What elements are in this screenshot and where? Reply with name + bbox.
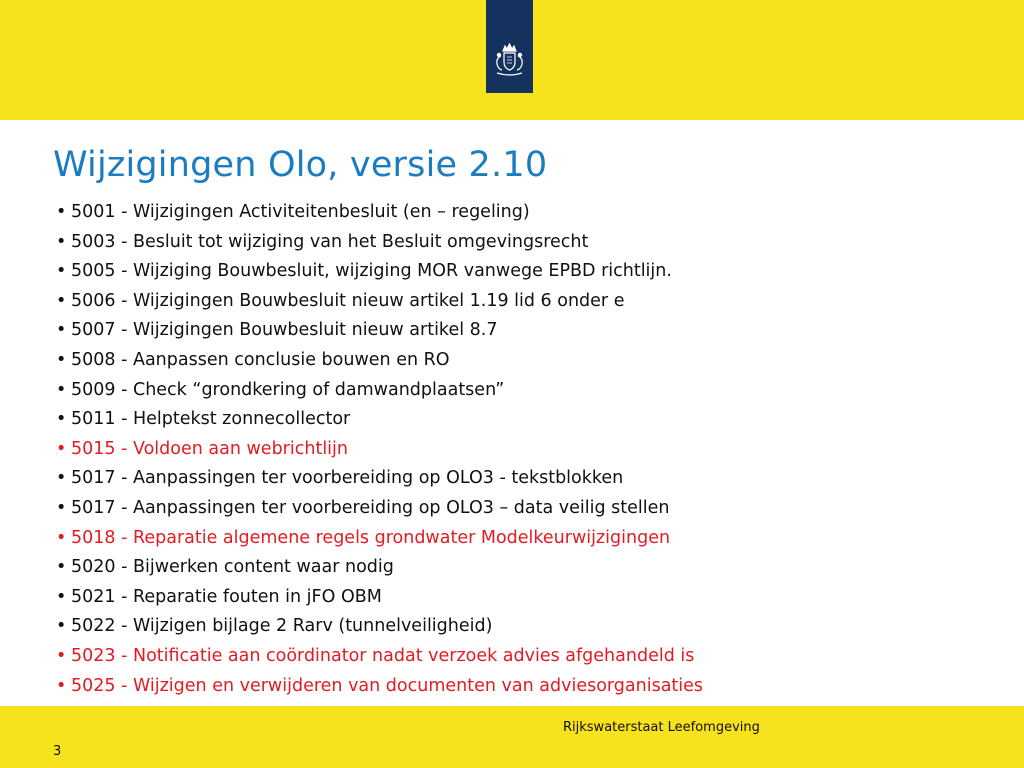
- bullet: •: [56, 557, 67, 578]
- list-item: [56, 376, 703, 406]
- dutch-coat-of-arms-icon: [486, 0, 533, 93]
- list-item: [56, 464, 703, 494]
- page-number: 3: [53, 744, 62, 759]
- list-item-text: 5009 - Check “grondkering of damwandplaatsen”: [71, 379, 505, 400]
- list-item: [56, 435, 703, 465]
- bullet: •: [56, 497, 67, 518]
- bullet: •: [56, 409, 67, 430]
- list-item: [56, 198, 703, 228]
- list-item-text: 5018 - Reparatie algemene regels grondwater Modelkeurwijzigingen: [71, 527, 671, 548]
- bullet: •: [56, 586, 67, 607]
- bullet: •: [56, 231, 67, 252]
- list-item-text: 5017 - Aanpassingen ter voorbereiding op OLO3 – data veilig stellen: [71, 497, 670, 518]
- change-list: [56, 198, 703, 701]
- bullet: •: [56, 290, 67, 311]
- slide-title: Wijzigingen Olo, versie 2.10: [53, 145, 548, 185]
- list-item: [56, 287, 703, 317]
- bullet: •: [56, 675, 67, 696]
- footer-band: [0, 706, 1024, 768]
- bullet: •: [56, 261, 67, 282]
- bullet: •: [56, 379, 67, 400]
- bullet: •: [56, 349, 67, 370]
- list-item: [56, 672, 703, 702]
- list-item: [56, 553, 703, 583]
- list-item-text: 5023 - Notificatie aan coördinator nadat verzoek advies afgehandeld is: [71, 645, 695, 666]
- list-item: [56, 494, 703, 524]
- list-item-text: 5007 - Wijzigingen Bouwbesluit nieuw artikel 8.7: [71, 320, 498, 341]
- list-item-text: 5006 - Wijzigingen Bouwbesluit nieuw artikel 1.19 lid 6 onder e: [71, 290, 625, 311]
- bullet: •: [56, 527, 67, 548]
- list-item: [56, 583, 703, 613]
- bullet: •: [56, 645, 67, 666]
- list-item-text: 5015 - Voldoen aan webrichtlijn: [71, 438, 348, 459]
- bullet: •: [56, 616, 67, 637]
- list-item-text: 5017 - Aanpassingen ter voorbereiding op OLO3 - tekstblokken: [71, 468, 624, 489]
- list-item: [56, 524, 703, 554]
- list-item: [56, 316, 703, 346]
- logo: [486, 0, 533, 93]
- list-item-text: 5001 - Wijzigingen Activiteitenbesluit (en – regeling): [71, 202, 530, 222]
- list-item: [56, 612, 703, 642]
- list-item-text: 5005 - Wijziging Bouwbesluit, wijziging MOR vanwege EPBD richtlijn.: [71, 261, 672, 282]
- list-item-text: 5021 - Reparatie fouten in jFO OBM: [71, 586, 382, 607]
- list-item: [56, 405, 703, 435]
- list-item: [56, 346, 703, 376]
- list-item: [56, 228, 703, 258]
- list-item-text: 5020 - Bijwerken content waar nodig: [71, 557, 394, 578]
- bullet: •: [56, 438, 67, 459]
- bullet: •: [56, 468, 67, 489]
- list-item: [56, 642, 703, 672]
- list-item-text: 5003 - Besluit tot wijziging van het Besluit omgevingsrecht: [71, 231, 589, 252]
- list-item-text: 5011 - Helptekst zonnecollector: [71, 409, 351, 430]
- list-item-text: 5025 - Wijzigen en verwijderen van documenten van adviesorganisaties: [71, 675, 704, 696]
- list-item: [56, 257, 703, 287]
- bullet: •: [56, 202, 67, 222]
- list-item-text: 5022 - Wijzigen bijlage 2 Rarv (tunnelveiligheid): [71, 616, 493, 637]
- list-item-text: 5008 - Aanpassen conclusie bouwen en RO: [71, 349, 450, 370]
- footer-organization: Rijkswaterstaat Leefomgeving: [563, 720, 760, 735]
- bullet: •: [56, 320, 67, 341]
